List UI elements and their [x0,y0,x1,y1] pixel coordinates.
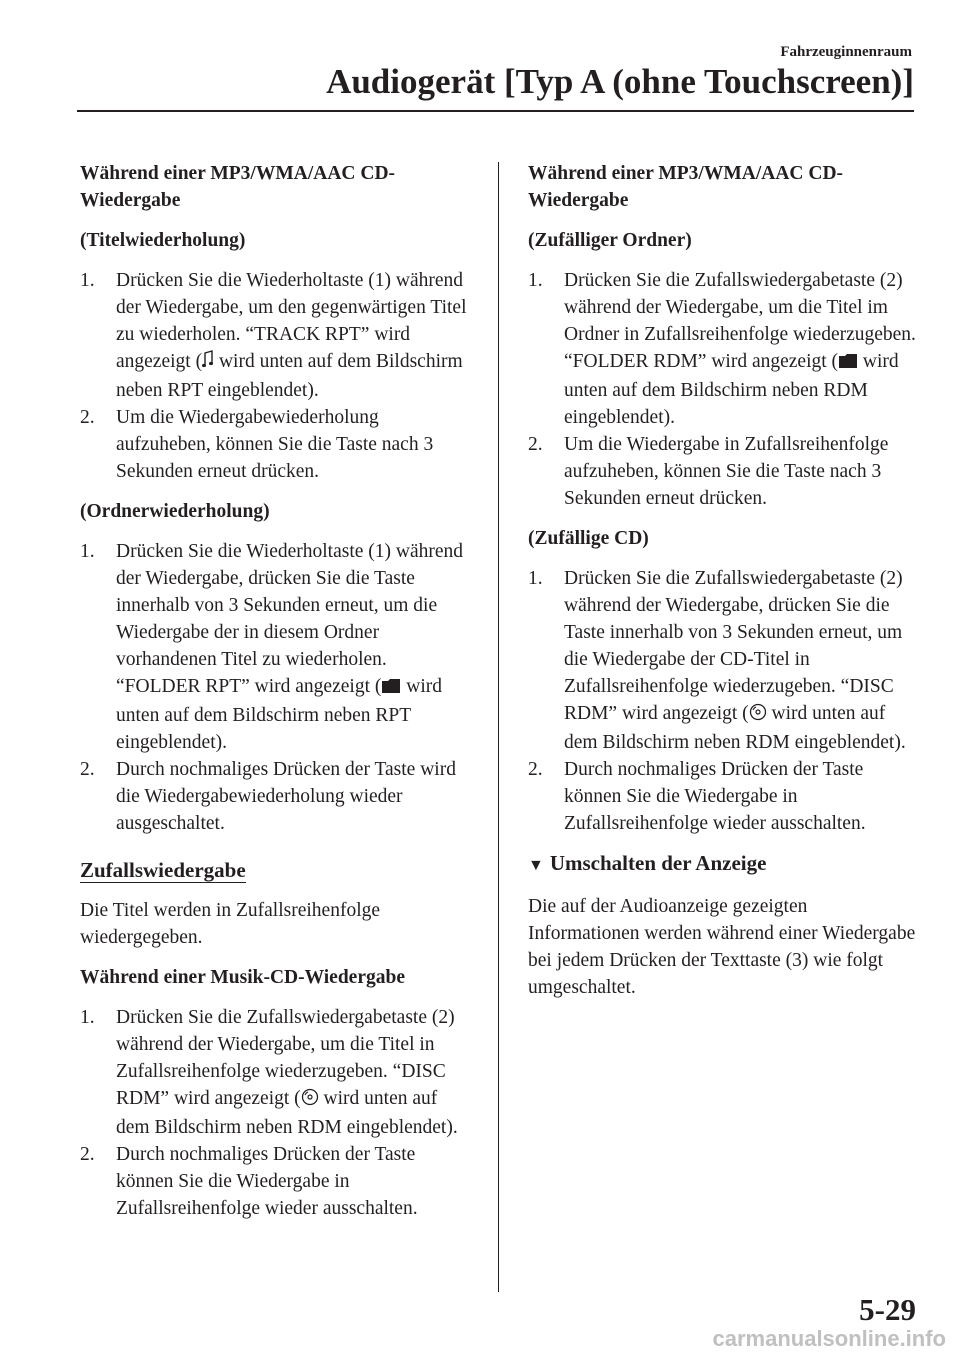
heading-random-cd: (Zufällige CD) [528,528,649,549]
step-number: 2. [80,759,95,780]
step-text: Drücken Sie die Wiederholtaste (1) während der Wiedergabe, drücken Sie die Taste innerhalb von 3 Sekunden erneut, um die Wiedergabe der in diesem Ordner vorhandenen Titel zu wiederholen. “FOLDER RPT” wird angezeigt ( [116,541,464,697]
random-intro: Die Titel werden in Zufallsreihenfolge wiedergegeben. [80,900,381,948]
step-text: Drücken Sie die Zufallswiedergabetaste (2) während der Wiedergabe, um die Titel in Zufallsreihenfolge wiederzugeben. “DISC RDM” wird angezeigt ( [116,1007,455,1109]
folder-icon [838,350,858,377]
list-item [80,1141,472,1222]
random-folder-steps [528,267,920,512]
left-column [80,160,472,1235]
triangle-down-icon: ▼ [528,857,544,874]
step-number: 1. [528,568,543,589]
list-item [528,267,920,431]
step-text: Drücken Sie die Wiederholtaste (1) während der Wiedergabe, um den gegenwärtigen Titel zu wiederholen. “TRACK RPT” wird angezeigt ( [116,270,467,372]
disc-icon [749,702,767,729]
folder-repeat-steps [80,538,472,837]
subsection-heading-label: Umschalten der Anzeige [549,851,767,875]
section-heading-random: Zufallswiedergabe [80,858,246,882]
step-number: 1. [528,270,543,291]
display-text: Die auf der Audioanzeige gezeigten Informationen werden während einer Wiedergabe bei jedem Drücken der Texttaste (3) wie folgt umgeschaltet. [528,896,916,998]
random-cd-steps [528,565,920,837]
heading-random-folder: (Zufälliger Ordner) [528,230,692,251]
list-item [528,431,920,512]
music-random-steps [80,1004,472,1222]
step-text: Drücken Sie die Zufallswiedergabetaste (2) während der Wiedergabe, drücken Sie die Taste innerhalb von 3 Sekunden erneut, um die Wiedergabe der CD-Titel in Zufallsreihenfolge wiederzugeben. “DISC RDM” wird angezeigt ( [564,568,903,724]
list-item [80,756,472,837]
folder-icon [381,675,401,702]
step-number: 1. [80,270,95,291]
header-section: Fahrzeuginnenraum [780,44,912,60]
step-number: 1. [80,541,95,562]
step-number: 1. [80,1007,95,1028]
subsection-heading-display [528,850,920,879]
step-text: Um die Wiedergabewiederholung aufzuheben, können Sie die Taste nach 3 Sekunden erneut drücken. [116,407,434,482]
list-item [528,565,920,756]
step-text: wird unten auf dem Bildschirm neben RDM eingeblendet). [564,351,899,428]
step-text: Durch nochmaliges Drücken der Taste können Sie die Wiedergabe in Zufallsreihenfolge wieder ausschalten. [116,1144,418,1219]
step-text: wird unten auf dem Bildschirm neben RDM eingeblendet). [564,703,906,753]
page-title: Audiogerät [Typ A (ohne Touchscreen)] [326,62,914,101]
heading-folder-repeat: (Ordnerwiederholung) [80,501,270,522]
step-text: wird unten auf dem Bildschirm neben RPT eingeblendet). [116,676,442,753]
step-number: 2. [528,434,543,455]
step-text: wird unten auf dem Bildschirm neben RDM eingeblendet). [116,1088,458,1138]
step-text: Durch nochmaliges Drücken der Taste wird die Wiedergabewiederholung wieder ausgeschaltet. [116,759,456,834]
step-text: wird unten auf dem Bildschirm neben RPT eingeblendet). [116,351,463,401]
heading-track-repeat: (Titelwiederholung) [80,230,246,251]
step-number: 2. [80,407,95,428]
list-item [80,267,472,404]
heading-mp3-cd: Während einer MP3/WMA/AAC CD-Wiedergabe [80,163,396,211]
music-note-icon [202,350,214,377]
step-text: Um die Wiedergabe in Zufallsreihenfolge aufzuheben, können Sie die Taste nach 3 Sekunden erneut drücken. [564,434,889,509]
page-number: 5-29 [859,1292,916,1327]
list-item [80,538,472,756]
step-text: Drücken Sie die Zufallswiedergabetaste (2) während der Wiedergabe, um die Titel im Ordner in Zufallsreihenfolge wiederzugeben. “FOLDER RDM” wird angezeigt ( [564,270,916,372]
column-divider [498,162,499,1292]
list-item [80,404,472,485]
right-column [528,160,920,1014]
track-repeat-steps [80,267,472,485]
step-number: 2. [80,1144,95,1165]
step-text: Durch nochmaliges Drücken der Taste können Sie die Wiedergabe in Zufallsreihenfolge wieder ausschalten. [564,759,866,834]
list-item [80,1004,472,1141]
disc-icon [301,1087,319,1114]
heading-music-cd: Während einer Musik-CD-Wiedergabe [80,967,405,988]
watermark: carmanualsonline.info [712,1326,946,1351]
step-number: 2. [528,759,543,780]
heading-mp3-cd: Während einer MP3/WMA/AAC CD-Wiedergabe [528,163,844,211]
list-item [528,756,920,837]
header-rule [77,110,914,112]
